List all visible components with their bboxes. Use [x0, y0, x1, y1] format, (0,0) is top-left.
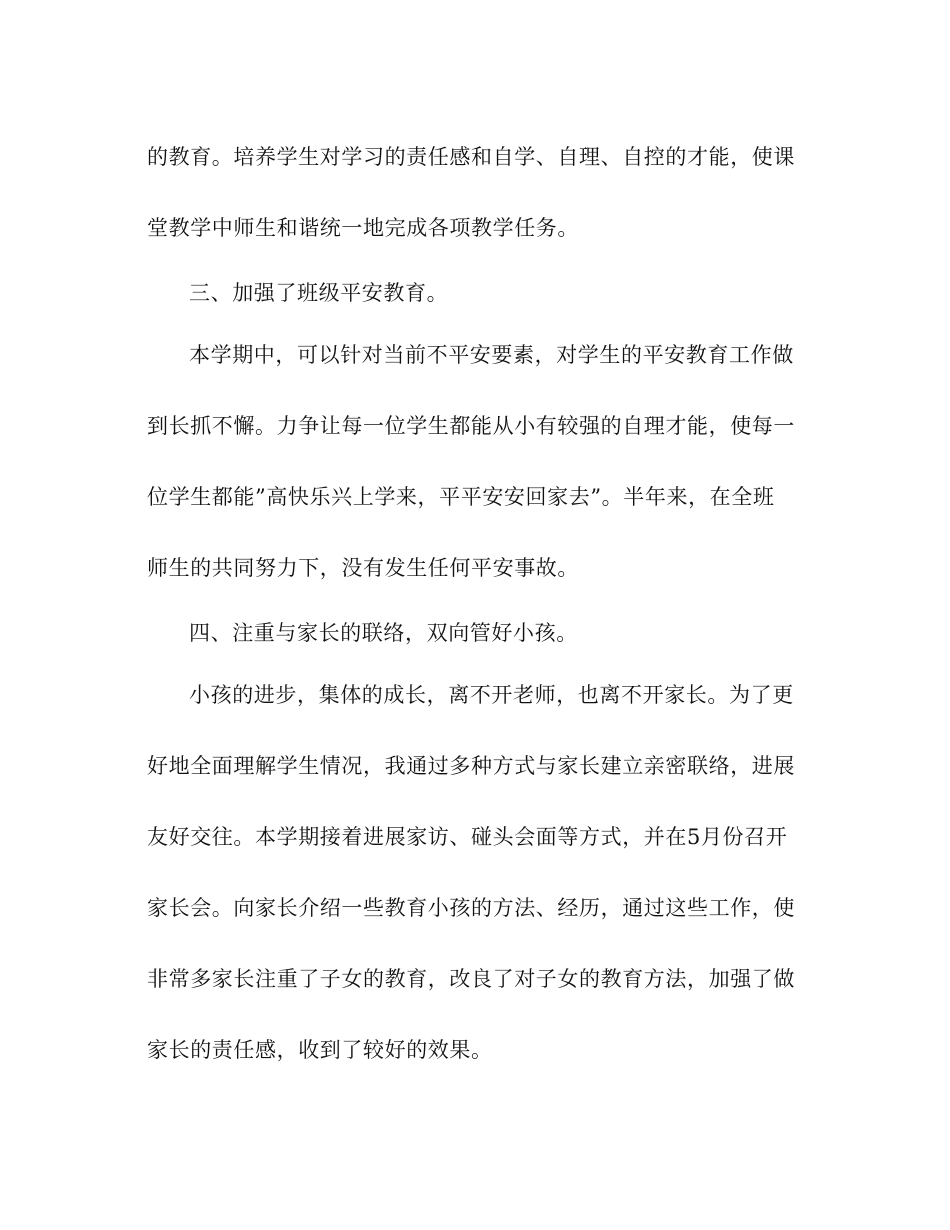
text-line: 本学期中，可以针对当前不平安要素，对学生的平安教育工作做: [189, 343, 794, 367]
text-line: 非常多家长注重了子女的教育，改良了对子女的教育方法，加强了做: [147, 967, 795, 991]
text-line: 友好交往。本学期接着进展家访、碰头会面等方式，并在5月份召开: [147, 825, 788, 849]
text-line: 小孩的进步，集体的成长，离不开老师，也离不开家长。为了更: [189, 683, 794, 707]
text-line: 家长的责任感，收到了较好的效果。: [147, 1038, 493, 1062]
text-line: 堂教学中师生和谐统一地完成各项教学任务。: [147, 216, 579, 240]
text-line: 好地全面理解学生情况，我通过多种方式与家长建立亲密联络，进展: [147, 754, 795, 778]
text-line: 的教育。培养学生对学习的责任感和自学、自理、自控的才能，使课: [147, 145, 795, 169]
text-line: 位学生都能”高快乐兴上学来，平平安安回家去”。半年来，在全班: [147, 485, 775, 509]
text-line: 家长会。向家长介绍一些教育小孩的方法、经历，通过这些工作，使: [147, 896, 795, 920]
text-line: 师生的共同努力下，没有发生任何平安事故。: [147, 556, 579, 580]
text-line: 到长抓不懈。力争让每一位学生都能从小有较强的自理才能，使每一: [147, 414, 795, 438]
section-heading: 三、加强了班级平安教育。: [189, 281, 449, 305]
section-heading: 四、注重与家长的联络，双向管好小孩。: [189, 621, 578, 645]
